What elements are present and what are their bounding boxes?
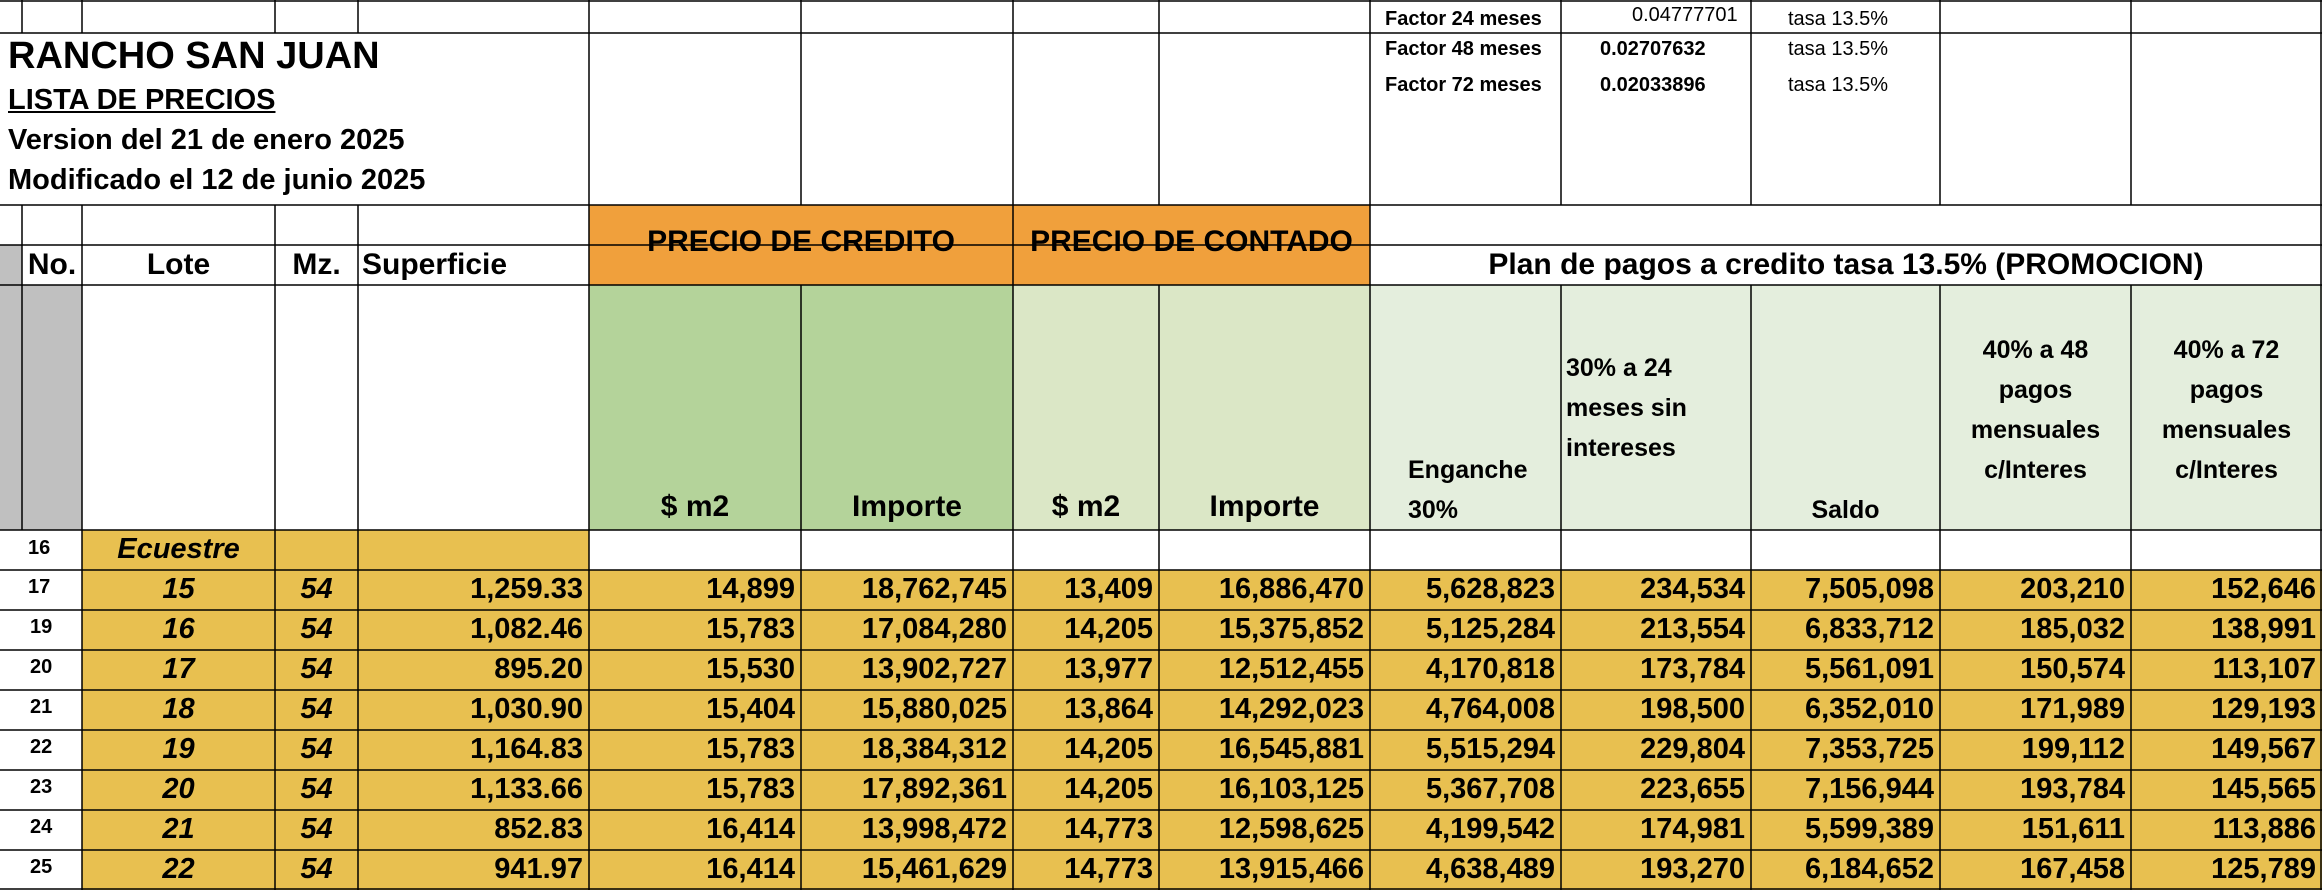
header-importe-contado: Importe <box>1209 490 1320 523</box>
factor-rate: tasa 13.5% <box>1788 8 1889 30</box>
cell-cuarenta72: 113,886 <box>2212 813 2316 845</box>
header-precio-credito: PRECIO DE CREDITO <box>647 225 955 258</box>
cell-m2-contado: 13,977 <box>1064 653 1153 685</box>
row-number: 17 <box>28 576 51 598</box>
cell-cuarenta48: 203,210 <box>2020 573 2125 605</box>
header-superficie: Superficie <box>362 248 508 281</box>
cell-importe-credito: 17,892,361 <box>861 773 1007 805</box>
version-text: Version del 21 de enero 2025 <box>8 124 405 156</box>
cell-importe-credito: 17,084,280 <box>861 613 1007 645</box>
cell-lote: 15 <box>162 573 195 605</box>
row-number: 24 <box>30 816 53 838</box>
cell-superficie: 1,030.90 <box>470 693 583 725</box>
cell-saldo: 6,184,652 <box>1804 853 1934 885</box>
cell-saldo: 5,561,091 <box>1804 653 1934 685</box>
cell-enganche: 5,628,823 <box>1425 573 1555 605</box>
cell-m2-contado: 14,205 <box>1064 773 1153 805</box>
cell-cuarenta48: 167,458 <box>2020 853 2125 885</box>
cell-treinta: 173,784 <box>1640 653 1745 685</box>
factor-value: 0.02033896 <box>1600 74 1706 96</box>
cell-importe-contado: 13,915,466 <box>1218 853 1364 885</box>
cell-m2-credito: 15,783 <box>706 773 795 805</box>
cell-importe-contado: 15,375,852 <box>1218 613 1364 645</box>
cell-cuarenta72: 145,565 <box>2211 773 2316 805</box>
cell-superficie: 1,133.66 <box>470 773 583 805</box>
cell-m2-contado: 14,773 <box>1064 853 1153 885</box>
header-saldo: Saldo <box>1811 496 1880 524</box>
cell-mz: 54 <box>300 813 333 845</box>
cell-m2-credito: 16,414 <box>706 853 795 885</box>
cell-importe-credito: 18,384,312 <box>861 733 1007 765</box>
cell-lote: 21 <box>162 813 195 845</box>
row-number: 16 <box>28 537 51 559</box>
row-number: 21 <box>30 696 53 718</box>
header-no: No. <box>27 248 77 281</box>
cell-saldo: 7,156,944 <box>1804 773 1934 805</box>
factor-value: 0.02707632 <box>1600 38 1706 60</box>
header-precio-contado: PRECIO DE CONTADO <box>1030 225 1353 258</box>
cell-cuarenta72: 149,567 <box>2211 733 2316 765</box>
cell-lote: 17 <box>162 653 195 685</box>
cell-mz: 54 <box>300 613 333 645</box>
factor-label: Factor 24 meses <box>1385 8 1542 30</box>
cell-cuarenta72: 138,991 <box>2211 613 2316 645</box>
cell-importe-credito: 13,998,472 <box>861 813 1007 845</box>
cell-superficie: 895.20 <box>494 653 583 685</box>
sheet-subtitle: LISTA DE PRECIOS <box>8 84 276 116</box>
header-mz: Mz. <box>292 248 341 281</box>
cell-cuarenta48: 150,574 <box>2020 653 2125 685</box>
header-cuarenta48: 40% a 48 pagos mensuales c/Interes <box>1970 336 2101 484</box>
cell-enganche: 5,125,284 <box>1425 613 1555 645</box>
cell-importe-contado: 12,598,625 <box>1218 813 1364 845</box>
factor-label: Factor 72 meses <box>1385 74 1542 96</box>
cell-treinta: 213,554 <box>1640 613 1745 645</box>
cell-lote: 22 <box>162 853 195 885</box>
cell-superficie: 1,164.83 <box>470 733 583 765</box>
header-cuarenta72: 40% a 72 pagos mensuales c/Interes <box>2161 336 2292 484</box>
cell-lote: 16 <box>162 613 195 645</box>
cell-enganche: 4,764,008 <box>1425 693 1555 725</box>
cell-mz: 54 <box>300 693 333 725</box>
cell-enganche: 4,170,818 <box>1425 653 1555 685</box>
section-label: Ecuestre <box>117 533 240 565</box>
cell-m2-credito: 15,530 <box>706 653 795 685</box>
header-enganche: Enganche 30% <box>1408 456 1528 524</box>
factor-label: Factor 48 meses <box>1385 38 1542 60</box>
cell-treinta: 198,500 <box>1640 693 1745 725</box>
cell-cuarenta48: 185,032 <box>2020 613 2125 645</box>
cell-m2-credito: 14,899 <box>706 573 795 605</box>
cell-m2-contado: 14,205 <box>1064 733 1153 765</box>
cell-enganche: 4,638,489 <box>1425 853 1555 885</box>
cell-importe-credito: 15,880,025 <box>861 693 1007 725</box>
cell-treinta: 229,804 <box>1640 733 1745 765</box>
header-treinta: 30% a 24 meses sin intereses <box>1566 354 1687 462</box>
cell-cuarenta48: 193,784 <box>2020 773 2125 805</box>
row-number: 23 <box>30 776 53 798</box>
cell-importe-contado: 16,103,125 <box>1218 773 1364 805</box>
modified-text: Modificado el 12 de junio 2025 <box>8 164 426 196</box>
cell-superficie: 941.97 <box>494 853 583 885</box>
cell-cuarenta72: 152,646 <box>2211 573 2316 605</box>
cell-enganche: 5,515,294 <box>1425 733 1555 765</box>
cell-importe-credito: 13,902,727 <box>861 653 1007 685</box>
header-m2-contado: $ m2 <box>1051 490 1121 523</box>
row-number: 25 <box>30 856 53 878</box>
cell-superficie: 1,082.46 <box>470 613 583 645</box>
cell-cuarenta72: 125,789 <box>2211 853 2316 885</box>
cell-m2-contado: 13,864 <box>1064 693 1153 725</box>
cell-importe-credito: 18,762,745 <box>861 573 1007 605</box>
cell-saldo: 7,505,098 <box>1804 573 1934 605</box>
factor-rate: tasa 13.5% <box>1788 74 1889 96</box>
cell-cuarenta48: 151,611 <box>2021 813 2125 845</box>
cell-saldo: 6,833,712 <box>1804 613 1934 645</box>
cell-m2-contado: 14,205 <box>1064 613 1153 645</box>
cell-lote: 20 <box>162 773 195 805</box>
cell-cuarenta72: 113,107 <box>2212 653 2316 685</box>
cell-saldo: 6,352,010 <box>1804 693 1934 725</box>
cell-mz: 54 <box>300 573 333 605</box>
cell-importe-contado: 16,886,470 <box>1218 573 1364 605</box>
cell-cuarenta72: 129,193 <box>2211 693 2316 725</box>
cell-saldo: 5,599,389 <box>1804 813 1934 845</box>
cell-importe-contado: 14,292,023 <box>1218 693 1364 725</box>
factor-value: 0.04777701 <box>1632 4 1738 26</box>
cell-m2-contado: 14,773 <box>1064 813 1153 845</box>
cell-mz: 54 <box>300 653 333 685</box>
cell-enganche: 5,367,708 <box>1425 773 1555 805</box>
cell-cuarenta48: 199,112 <box>2021 733 2125 765</box>
cell-lote: 18 <box>162 693 195 725</box>
cell-importe-credito: 15,461,629 <box>861 853 1007 885</box>
cell-superficie: 852.83 <box>494 813 583 845</box>
cell-m2-credito: 15,783 <box>706 613 795 645</box>
cell-cuarenta48: 171,989 <box>2020 693 2125 725</box>
cell-m2-credito: 15,404 <box>706 693 795 725</box>
row-number: 19 <box>30 616 53 638</box>
cell-enganche: 4,199,542 <box>1425 813 1555 845</box>
row-number: 22 <box>30 736 53 758</box>
cell-mz: 54 <box>300 853 333 885</box>
row-number: 20 <box>30 656 53 678</box>
cell-importe-contado: 12,512,455 <box>1218 653 1364 685</box>
cell-mz: 54 <box>300 773 333 805</box>
cell-lote: 19 <box>162 733 195 765</box>
header-lote: Lote <box>146 248 211 281</box>
header-importe-credito: Importe <box>851 490 962 523</box>
cell-m2-credito: 16,414 <box>706 813 795 845</box>
header-plan-pagos: Plan de pagos a credito tasa 13.5% (PROMOCION) <box>1488 248 2204 281</box>
cell-mz: 54 <box>300 733 333 765</box>
cell-treinta: 193,270 <box>1640 853 1745 885</box>
cell-superficie: 1,259.33 <box>470 573 583 605</box>
cell-m2-contado: 13,409 <box>1064 573 1153 605</box>
header-m2-credito: $ m2 <box>660 490 730 523</box>
cell-treinta: 234,534 <box>1640 573 1745 605</box>
cell-m2-credito: 15,783 <box>706 733 795 765</box>
factor-rate: tasa 13.5% <box>1788 38 1889 60</box>
sheet-title: RANCHO SAN JUAN <box>8 35 380 77</box>
cell-saldo: 7,353,725 <box>1804 733 1934 765</box>
cell-treinta: 223,655 <box>1640 773 1745 805</box>
cell-importe-contado: 16,545,881 <box>1218 733 1364 765</box>
cell-treinta: 174,981 <box>1640 813 1745 845</box>
